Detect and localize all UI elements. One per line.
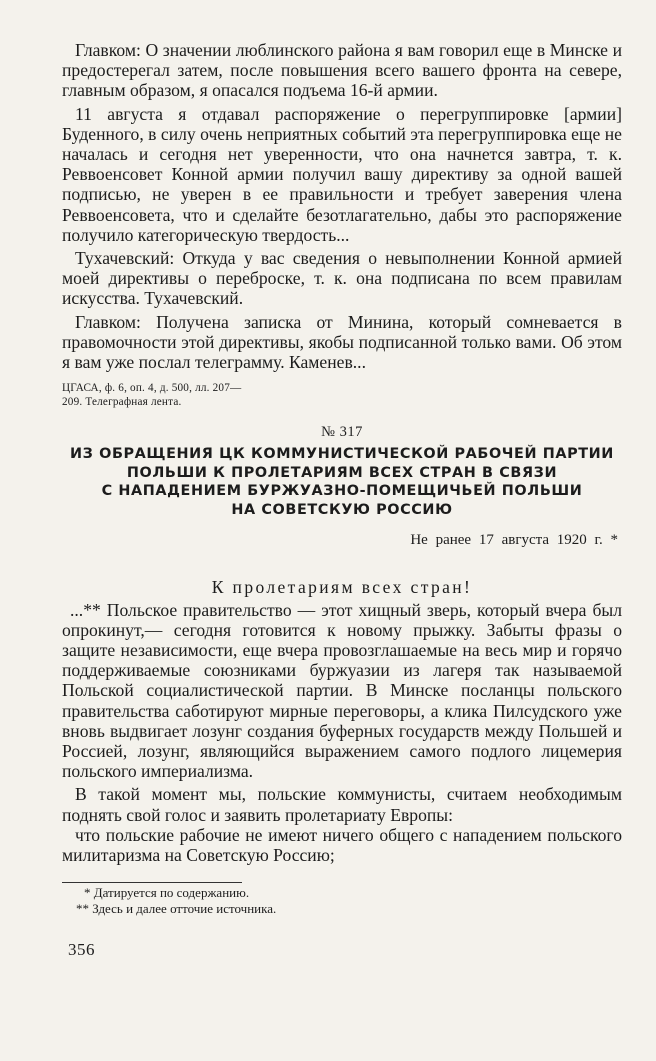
- footnote-ellipsis: ** Здесь и далее отточие источника.: [76, 901, 277, 917]
- document-number: № 317: [321, 424, 363, 441]
- paragraph-tukhachevsky-reply: Тухачевский: Откуда у вас сведения о невыполнении Конной армией моей директивы о переброске, т. к. она подписана по всем правилам искусства. Тухачевский.: [62, 248, 622, 309]
- paragraph-budenny-regrouping: 11 августа я отдавал распоряжение о перегруппировке [армии] Буденного, в силу очень неприятных событий эта перегруппировка еще не началась и сегодня нет уверенности, что она начнется завтра, т. к. Реввоенсовет Конной армии получил вашу директиву за одной вашей подписью, не уверен в ее правильности и требует заверения члена Реввоенсовета, что и сделайте безотлагательно, дабы это распоряжение получило категорическую твердость...: [62, 103, 622, 245]
- heading-line: ПОЛЬШИ К ПРОЛЕТАРИЯМ ВСЕХ СТРАН В СВЯЗИ: [126, 464, 558, 481]
- archive-source-line: 209. Телеграфная лента.: [62, 395, 182, 408]
- paragraph-glavkom-lublin: Главком: О значении люблинского района я вам говорил еще в Минске и предостерегал затем, после повышения всего вашего фронта на севере, главным образом, я опасался подъема 16-й армии.: [62, 40, 622, 101]
- archive-source: [62, 382, 622, 409]
- appeal-title: К пролетариям всех стран!: [211, 576, 473, 597]
- document-page: [62, 40, 622, 917]
- archive-source-line: ЦГАСА, ф. 6, оп. 4, д. 500, лл. 207—: [62, 382, 242, 395]
- paragraph-polish-government: ...** Польское правительство — этот хищный зверь, который вчера был опрокинут,— сегодня готовится к новому прыжку. Забыты фразы о защите независимости, еще вчера провозглашаемые на весь мир и горячо поддерживаемые союзниками буржуазии из лагеря так называемой Польской социалистической партии. В Минске посланцы польского правительства саботируют мирные переговоры, а клика Пилсудского уже вновь выдвигает лозунг создания буферных государств между Польшей и Россией, лозунг, являющийся выражением самого подлого лицемерия польского империализма.: [62, 599, 622, 782]
- footnote-dating: * Датируется по содержанию.: [84, 885, 250, 901]
- paragraph-polish-communists: В такой момент мы, польские коммунисты, считаем необходимым поднять свой голос и заявить пролетариату Европы:: [62, 784, 622, 825]
- paragraph-polish-workers: что польские рабочие не имеют ничего общего с нападением польского милитаризма на Советскую Россию;: [62, 824, 622, 866]
- heading-line: ИЗ ОБРАЩЕНИЯ ЦК КОММУНИСТИЧЕСКОЙ РАБОЧЕЙ ПАРТИИ: [70, 446, 614, 463]
- document-date: Не ранее 17 августа 1920 г. *: [410, 531, 618, 548]
- page-number: 356: [68, 940, 95, 959]
- document-heading: [62, 445, 622, 519]
- paragraph-glavkom-minin: Главком: Получена записка от Минина, который сомневается в правомочности этой директивы, якобы подписанной только вами. Об этом я вам уже послал телеграмму. Каменев...: [62, 311, 622, 373]
- heading-line: С НАПАДЕНИЕМ БУРЖУАЗНО-ПОМЕЩИЧЬЕЙ ПОЛЬШИ: [101, 483, 583, 500]
- heading-line: НА СОВЕТСКУЮ РОССИЮ: [231, 502, 453, 519]
